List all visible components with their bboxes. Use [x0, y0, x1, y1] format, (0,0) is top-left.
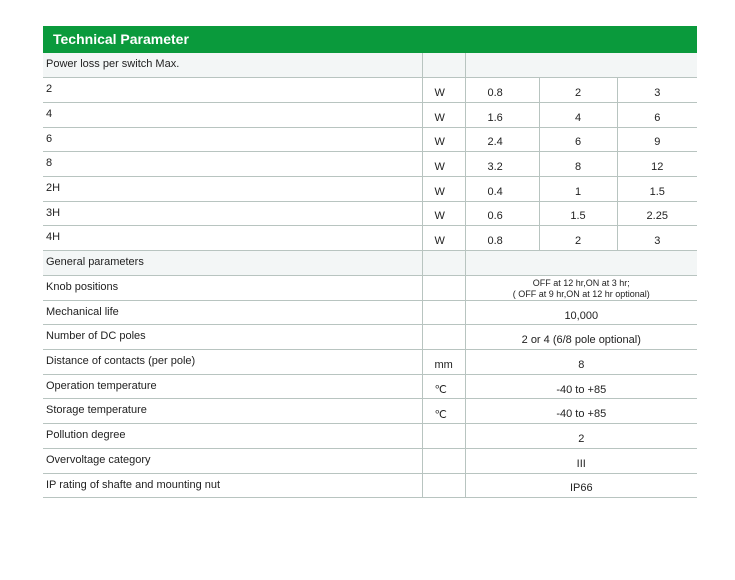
table-row	[43, 275, 697, 300]
table-row	[43, 399, 697, 424]
value-cell: 1.6	[465, 102, 539, 127]
row-label: Number of DC poles	[43, 325, 422, 350]
row-label: Overvoltage category	[43, 448, 422, 473]
value-cell: 2.25	[617, 201, 697, 226]
table-row	[43, 201, 697, 226]
value-cell: 12	[617, 152, 697, 177]
value-cell: 0.8	[465, 78, 539, 103]
value-cell: -40 to +85	[465, 374, 697, 399]
unit-cell: W	[422, 176, 465, 201]
parameter-table	[43, 53, 697, 498]
value-cell: 4	[539, 102, 617, 127]
row-label: Operation temperature	[43, 374, 422, 399]
row-label: 2H	[43, 176, 422, 201]
power-section-header	[43, 53, 697, 78]
power-section-label: Power loss per switch Max.	[43, 53, 422, 78]
unit-cell: W	[422, 226, 465, 251]
row-label: 3H	[43, 201, 422, 226]
value-cell: 6	[617, 102, 697, 127]
row-label: Distance of contacts (per pole)	[43, 350, 422, 375]
value-cell: 0.4	[465, 176, 539, 201]
unit-cell: ℃	[422, 399, 465, 424]
unit-cell	[422, 424, 465, 449]
value-cell: 2.4	[465, 127, 539, 152]
table-row	[43, 102, 697, 127]
row-label: 2	[43, 78, 422, 103]
table-row	[43, 350, 697, 375]
table-row	[43, 374, 697, 399]
table-title: Technical Parameter	[43, 26, 697, 53]
value-cell: 3	[617, 226, 697, 251]
table-row	[43, 152, 697, 177]
value-cell: 2 or 4 (6/8 pole optional)	[465, 325, 697, 350]
knob-line-2: ( OFF at 9 hr,ON at 12 hr optional)	[512, 288, 650, 299]
table-row	[43, 78, 697, 103]
general-section-label: General parameters	[43, 251, 422, 276]
unit-cell	[422, 473, 465, 498]
row-label: Knob positions	[43, 275, 422, 300]
value-cell: 9	[617, 127, 697, 152]
technical-parameter-sheet	[43, 26, 697, 498]
table-row	[43, 325, 697, 350]
value-cell: III	[465, 448, 697, 473]
unit-cell	[422, 448, 465, 473]
value-cell	[465, 251, 697, 276]
value-cell: 2	[539, 226, 617, 251]
row-label: Mechanical life	[43, 300, 422, 325]
table-row	[43, 176, 697, 201]
row-label: 6	[43, 127, 422, 152]
value-cell: 1.5	[617, 176, 697, 201]
value-cell: IP66	[465, 473, 697, 498]
value-cell: 2	[465, 424, 697, 449]
knob-line-1: OFF at 12 hr,ON at 3 hr;	[532, 277, 630, 288]
unit-cell: W	[422, 102, 465, 127]
value-cell: -40 to +85	[465, 399, 697, 424]
row-label: 4H	[43, 226, 422, 251]
value-cell: 8	[539, 152, 617, 177]
row-label: IP rating of shafte and mounting nut	[43, 473, 422, 498]
value-cell: 8	[465, 350, 697, 375]
row-label: Storage temperature	[43, 399, 422, 424]
unit-cell	[422, 325, 465, 350]
value-cell: 6	[539, 127, 617, 152]
value-cell: 2	[539, 78, 617, 103]
value-cell: 3	[617, 78, 697, 103]
value-cell: 10,000	[465, 300, 697, 325]
table-row	[43, 226, 697, 251]
unit-cell	[422, 275, 465, 300]
unit-cell	[422, 300, 465, 325]
table-row	[43, 448, 697, 473]
table-row	[43, 300, 697, 325]
unit-cell: W	[422, 127, 465, 152]
unit-cell: W	[422, 78, 465, 103]
table-row	[43, 473, 697, 498]
row-label: 4	[43, 102, 422, 127]
general-section-header	[43, 251, 697, 276]
value-cell: 0.8	[465, 226, 539, 251]
value-cell: 0.6	[465, 201, 539, 226]
unit-cell: W	[422, 152, 465, 177]
row-label: 8	[43, 152, 422, 177]
unit-cell: mm	[422, 350, 465, 375]
value-cell: 1.5	[539, 201, 617, 226]
value-cell	[465, 275, 697, 300]
value-cell: 1	[539, 176, 617, 201]
unit-cell: W	[422, 201, 465, 226]
row-label: Pollution degree	[43, 424, 422, 449]
unit-cell	[422, 251, 465, 276]
unit-cell: ℃	[422, 374, 465, 399]
table-row	[43, 424, 697, 449]
value-cell: 3.2	[465, 152, 539, 177]
table-row	[43, 127, 697, 152]
